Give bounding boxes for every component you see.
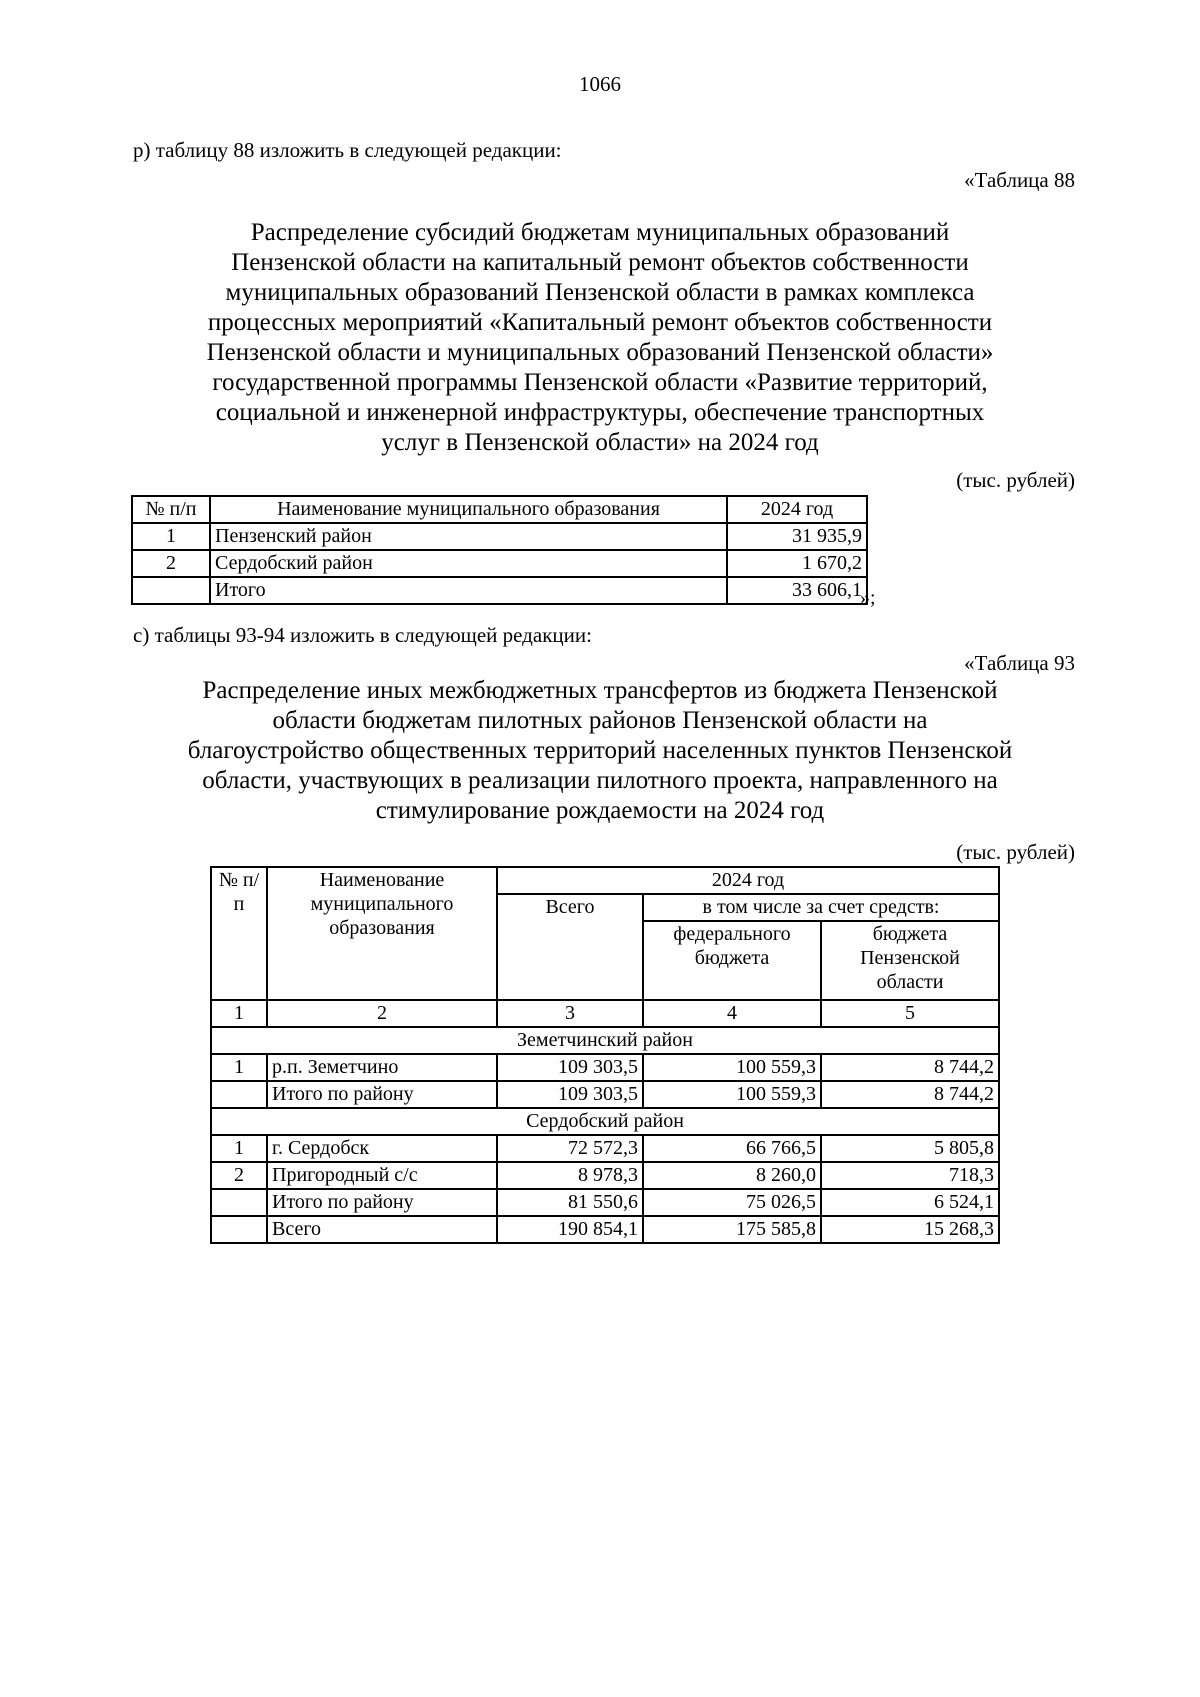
row-num <box>132 577 210 604</box>
table-93-units: (тыс. рублей) <box>956 840 1075 864</box>
col-number: 5 <box>821 1000 999 1027</box>
row-total: 8 978,3 <box>497 1162 643 1189</box>
row-total: 81 550,6 <box>497 1189 643 1216</box>
subtotal-row <box>211 1189 999 1216</box>
title-line: муниципальных образований Пензенской области в рамках комплекса <box>225 279 975 306</box>
row-total: 109 303,5 <box>497 1081 643 1108</box>
row-federal: 175 585,8 <box>643 1216 821 1243</box>
header-total: Всего <box>497 894 643 1000</box>
table-93 <box>210 866 1000 1244</box>
title-line: области бюджетам пилотных районов Пензенской области на <box>272 707 928 734</box>
header-including: в том числе за счет средств: <box>643 894 999 921</box>
col-number: 1 <box>211 1000 267 1027</box>
row-total: 109 303,5 <box>497 1054 643 1081</box>
row-regional: 15 268,3 <box>821 1216 999 1243</box>
row-name: Итого <box>210 577 727 604</box>
row-federal: 66 766,5 <box>643 1135 821 1162</box>
row-regional: 718,3 <box>821 1162 999 1189</box>
table-row <box>132 550 867 577</box>
table-row <box>211 1135 999 1162</box>
col-number: 2 <box>267 1000 497 1027</box>
grand-total-row <box>211 1216 999 1243</box>
closing-quote: »; <box>860 587 876 609</box>
row-regional: 6 524,1 <box>821 1189 999 1216</box>
row-name: Итого по району <box>267 1081 497 1108</box>
row-name: Сердобский район <box>210 550 727 577</box>
title-line: Распределение иных межбюджетных трансфертов из бюджета Пензенской <box>202 677 998 704</box>
table-93-label: «Таблица 93 <box>964 651 1075 675</box>
row-federal: 8 260,0 <box>643 1162 821 1189</box>
title-line: услуг в Пензенской области» на 2024 год <box>381 429 819 456</box>
subtotal-row <box>211 1081 999 1108</box>
row-regional: 5 805,8 <box>821 1135 999 1162</box>
row-federal: 100 559,3 <box>643 1081 821 1108</box>
col-number: 4 <box>643 1000 821 1027</box>
row-num <box>211 1081 267 1108</box>
column-number-row <box>211 1000 999 1027</box>
row-regional: 8 744,2 <box>821 1054 999 1081</box>
row-name: Пензенский район <box>210 523 727 550</box>
row-name: р.п. Земетчино <box>267 1054 497 1081</box>
row-num: 1 <box>211 1054 267 1081</box>
header-federal: федерального бюджета <box>643 921 821 1000</box>
title-line: государственной программы Пензенской области «Развитие территорий, <box>212 369 988 396</box>
title-line: социальной и инженерной инфраструктуры, обеспечение транспортных <box>215 399 985 426</box>
instruction-r: р) таблицу 88 изложить в следующей редакции: <box>133 138 562 162</box>
table-header-row <box>211 867 999 894</box>
instruction-s: с) таблицы 93-94 изложить в следующей редакции: <box>133 623 592 647</box>
table-93-title <box>120 676 1080 826</box>
title-line: Пензенской области на капитальный ремонт объектов собственности <box>231 249 969 276</box>
table-row <box>211 1054 999 1081</box>
row-name: Пригородный с/с <box>267 1162 497 1189</box>
row-name: Всего <box>267 1216 497 1243</box>
table-total-row <box>132 577 867 604</box>
header-year: 2024 год <box>727 496 867 523</box>
table-88-units: (тыс. рублей) <box>956 468 1075 492</box>
row-name: г. Сердобск <box>267 1135 497 1162</box>
table-header-row <box>132 496 867 523</box>
row-num <box>211 1189 267 1216</box>
header-num: № п/п <box>211 867 267 1000</box>
row-federal: 100 559,3 <box>643 1054 821 1081</box>
row-name: Итого по району <box>267 1189 497 1216</box>
row-total: 72 572,3 <box>497 1135 643 1162</box>
header-regional: бюджета Пензенской области <box>821 921 999 1000</box>
title-line: Распределение субсидий бюджетам муниципальных образований <box>250 219 950 246</box>
row-federal: 75 026,5 <box>643 1189 821 1216</box>
row-num: 2 <box>211 1162 267 1189</box>
district-name: Сердобский район <box>211 1108 999 1135</box>
row-value: 1 670,2 <box>727 550 867 577</box>
table-row <box>132 523 867 550</box>
district-name: Земетчинский район <box>211 1027 999 1054</box>
district-heading-row <box>211 1027 999 1054</box>
col-number: 3 <box>497 1000 643 1027</box>
header-num: № п/п <box>132 496 210 523</box>
district-heading-row <box>211 1108 999 1135</box>
title-line: благоустройство общественных территорий населенных пунктов Пензенской <box>187 737 1013 764</box>
title-line: области, участвующих в реализации пилотного проекта, направленного на <box>202 767 998 794</box>
row-value: 31 935,9 <box>727 523 867 550</box>
table-88 <box>131 495 868 605</box>
table-row <box>211 1162 999 1189</box>
row-value: 33 606,1 <box>727 577 867 604</box>
page-number: 1066 <box>579 72 621 96</box>
row-regional: 8 744,2 <box>821 1081 999 1108</box>
row-num <box>211 1216 267 1243</box>
title-line: процессных мероприятий «Капитальный ремонт объектов собственности <box>207 309 993 336</box>
title-line: Пензенской области и муниципальных образований Пензенской области» <box>206 339 994 366</box>
header-year: 2024 год <box>497 867 999 894</box>
row-num: 1 <box>211 1135 267 1162</box>
header-name: Наименование муниципального образования <box>210 496 727 523</box>
header-name: Наименование муниципального образования <box>267 867 497 1000</box>
row-num: 1 <box>132 523 210 550</box>
row-total: 190 854,1 <box>497 1216 643 1243</box>
table-88-label: «Таблица 88 <box>964 168 1075 192</box>
table-88-title <box>120 218 1080 458</box>
row-num: 2 <box>132 550 210 577</box>
title-line: стимулирование рождаемости на 2024 год <box>375 797 825 824</box>
